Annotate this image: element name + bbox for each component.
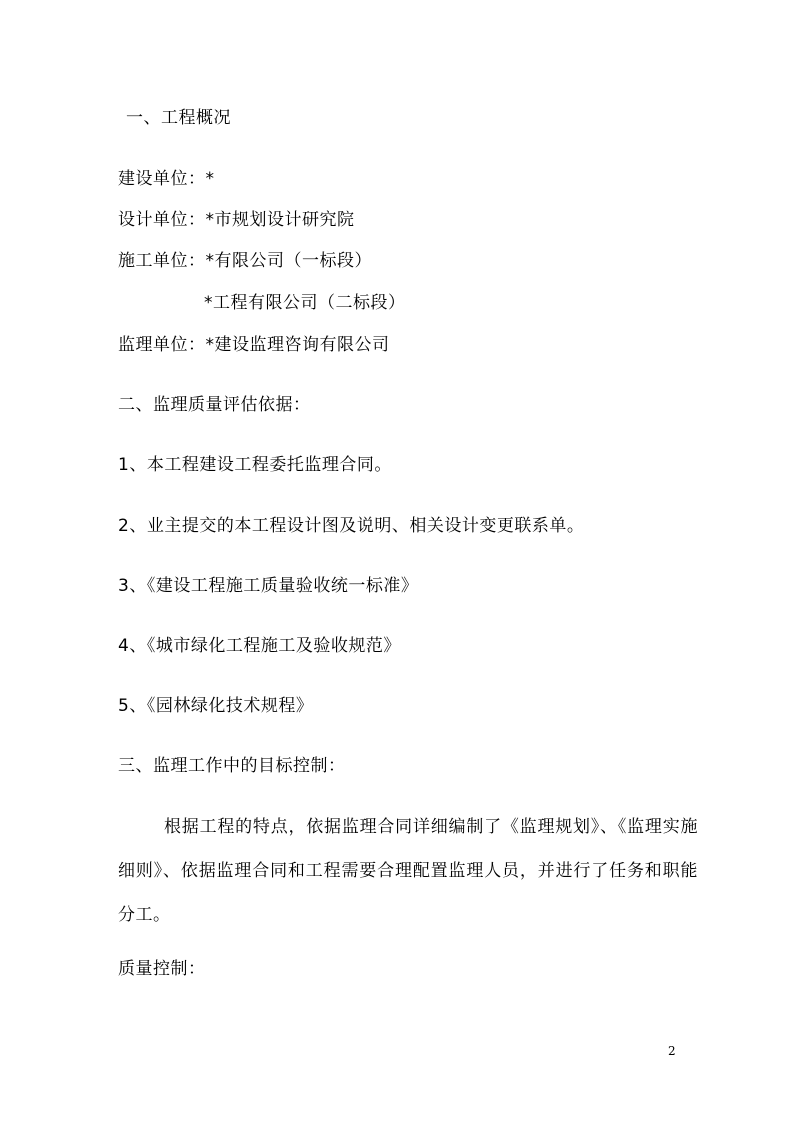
- quality-control-label: 质量控制：: [118, 959, 206, 979]
- basis-item-4: 4、《城市绿化工程施工及验收规范》: [118, 636, 401, 656]
- page-number: 2: [668, 1044, 676, 1058]
- section-title-overview: 一、工程概况: [126, 108, 231, 128]
- construction-unit-2: *工程有限公司（二标段）: [204, 293, 406, 313]
- section-title-control: 三、监理工作中的目标控制：: [118, 756, 346, 776]
- control-paragraph: 根据工程的特点，依据监理合同详细编制了《监理规划》、《监理实施细则》、依据监理合同和工程需要合理配置监理人员，并进行了任务和职能分工。: [118, 817, 698, 925]
- design-unit: 设计单位：*市规划设计研究院: [118, 210, 355, 230]
- supervision-unit: 监理单位：*建设监理咨询有限公司: [118, 335, 390, 355]
- basis-item-1: 1、本工程建设工程委托监理合同。: [118, 455, 392, 475]
- construction-unit-1: 施工单位：*有限公司（一标段）: [118, 251, 372, 271]
- basis-item-5: 5、《园林绿化技术规程》: [118, 696, 314, 716]
- owner-unit: 建设单位：*: [118, 169, 215, 189]
- section-title-basis: 二、监理质量评估依据：: [118, 395, 311, 415]
- basis-item-2: 2、业主提交的本工程设计图及说明、相关设计变更联系单。: [118, 516, 585, 536]
- basis-item-3: 3、《建设工程施工质量验收统一标准》: [118, 576, 419, 596]
